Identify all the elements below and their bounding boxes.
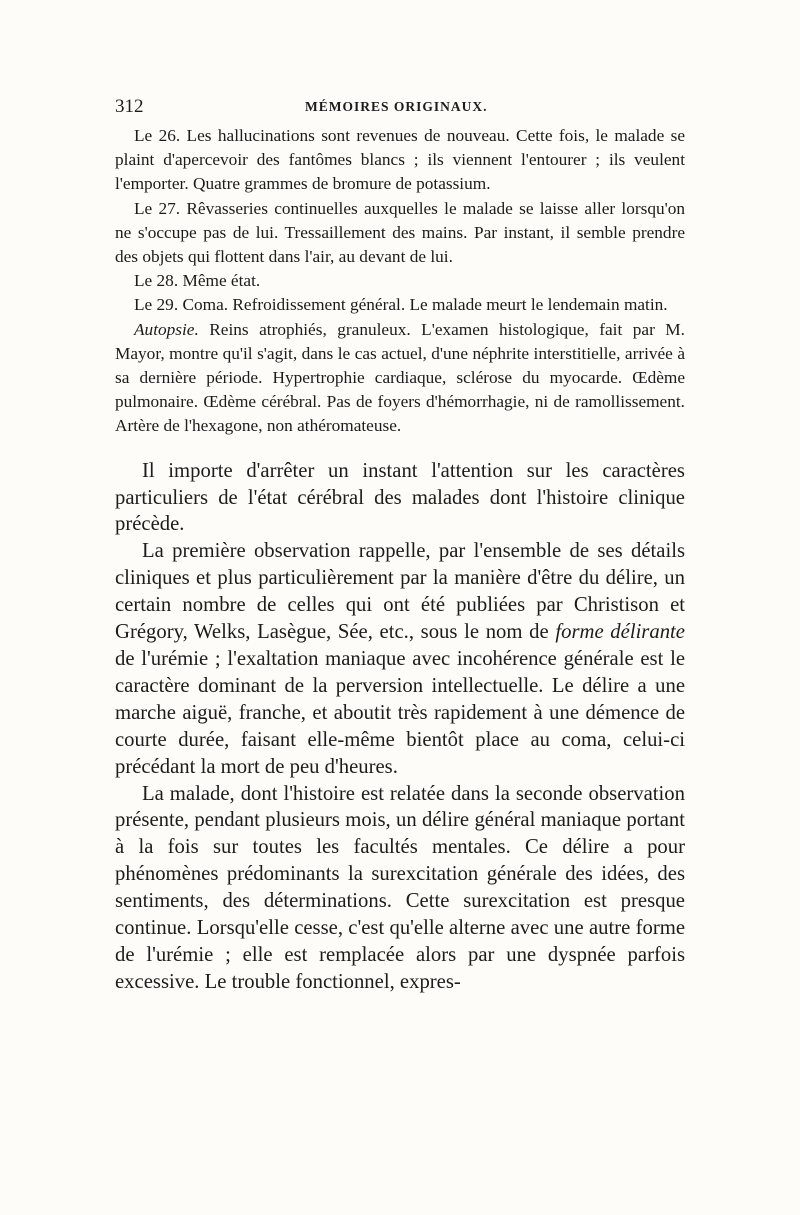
paragraph-commentary-intro: Il importe d'arrêter un instant l'attention sur les caractères particuliers de l'état cérébral des malades dont l'histoire clinique précède. <box>115 459 685 536</box>
page-number: 312 <box>115 96 144 117</box>
book-page <box>115 96 685 996</box>
autopsy-heading: Autopsie. <box>134 319 199 339</box>
running-title: MÉMOIRES ORIGINAUX. <box>305 99 488 114</box>
paragraph-day-26: Le 26. Les hallucinations sont revenues de nouveau. Cette fois, le malade se plaint d'apercevoir des fantômes blancs ; ils viennent l'entourer ; ils veulent l'emporter. Quatre grammes de bromure de potassium. <box>115 126 685 194</box>
commentary <box>115 458 685 996</box>
italic-term: forme délirante <box>555 621 685 644</box>
paragraph-day-28: Le 28. Même état. <box>134 271 261 291</box>
paragraph-second-observation: La malade, dont l'histoire est relatée dans la seconde observation présente, pendant plusieurs mois, un délire général maniaque portant à la fois sur toutes les facultés mentales. Ce délire a pour phénomènes prédominants la surexcitation générale des idées, des sentiments, des déterminations. Cette surexcitation est presque continue. Lorsqu'elle cesse, c'est qu'elle alterne avec une autre forme de l'urémie ; elle est remplacée alors par une dyspnée parfois excessive. Le trouble fonctionnel, expres- <box>115 782 685 993</box>
page-header <box>115 96 685 120</box>
paragraph-autopsy: Autopsie. Reins atrophiés, granuleux. L'examen histologique, fait par M. Mayor, montre qu'il s'agit, dans le cas actuel, d'une néphrite interstitielle, arrivée à sa dernière période. Hypertrophie cardiaque, sclérose du myocarde. Œdème pulmonaire. Œdème cérébral. Pas de foyers d'hémorrhagie, ni de ramollissement. Artère de l'hexagone, non athéromateuse. <box>115 319 685 436</box>
case-notes <box>115 124 685 439</box>
paragraph-day-29: Le 29. Coma. Refroidissement général. Le malade meurt le lendemain matin. <box>134 295 668 315</box>
paragraph-day-27: Le 27. Rêvasseries continuelles auxquelles le malade se laisse aller lorsqu'on ne s'occupe pas de lui. Tressaillement des mains. Par instant, il semble prendre des objets qui flottent dans l'air, au devant de lui. <box>115 198 685 267</box>
paragraph-first-observation: La première observation rappelle, par l'ensemble de ses détails cliniques et plus particulièrement par la manière d'être du délire, un certain nombre de celles qui ont été publiées par Christison et Grégory, Welks, Lasègue, Sée, etc., sous le nom de forme délirante de l'urémie ; l'exaltation maniaque avec incohérence générale est le caractère dominant de la perversion intellectuelle. Le délire a une marche aiguë, franche, et aboutit très rapidement à une démence de courte durée, faisant elle-même bientôt place au coma, celui-ci précédant la mort de peu d'heures. <box>115 540 685 778</box>
